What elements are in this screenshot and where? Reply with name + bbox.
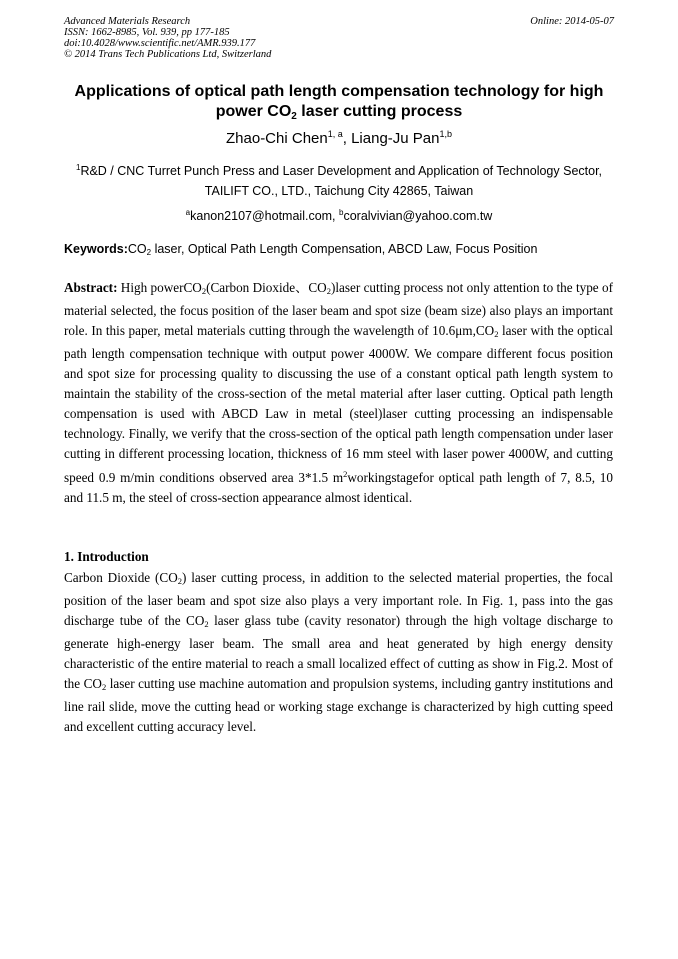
- issn-line: ISSN: 1662-8985, Vol. 939, pp 177-185: [64, 27, 230, 38]
- abstract-text-2: (Carbon Dioxide、CO: [206, 280, 327, 295]
- doi-line: doi:10.4028/www.scientific.net/AMR.939.177: [64, 38, 256, 49]
- intro-sub-3: 2: [101, 682, 107, 692]
- abstract-sub-3: 2: [494, 329, 499, 339]
- abstract-sup-1: 2: [343, 469, 348, 479]
- email-a[interactable]: kanon2107@hotmail.com,: [190, 209, 340, 223]
- abstract-text-4: laser with the optical path length compensation technique with output power 4000W. We compare different focus position and spot size for processing quality to discussing the use of a constant optical path length system to maintain the stability of the cross-section of the metal material after laser cutting. Optical path length compensation is used with ABCD Law in metal (steel)laser cutting processing an indispensable technology. Finally, we verify that the cross-section of the optical path length compensation under laser cutting in different processing location, thickness of 16 mm steel with laser power 4000W, and cutting speed 0.9 m/min conditions observed area 3*1.5 m: [64, 323, 613, 485]
- abstract-sub-1: 2: [201, 286, 207, 296]
- copyright-line: © 2014 Trans Tech Publications Ltd, Switzerland: [64, 49, 272, 60]
- section-heading-introduction: 1. Introduction: [64, 549, 149, 564]
- intro-sub-2: 2: [204, 619, 209, 629]
- title-text-1: Applications of optical path length compensation technology for high power CO: [74, 83, 604, 120]
- affiliation: [50, 158, 628, 226]
- email-b-marker: b: [339, 208, 344, 217]
- author-list: [50, 124, 628, 149]
- affiliation-text-1: R&D / CNC Turret Punch Press and Laser Development and Application of Technology Sector,: [80, 164, 603, 178]
- paper-title: [50, 82, 628, 127]
- keywords-text-2: laser, Optical Path Length Compensation, ABCD Law, Focus Position: [151, 242, 538, 256]
- abstract-sub-2: 2: [326, 286, 331, 296]
- title-subscript: 2: [291, 111, 297, 122]
- email-line: [50, 203, 628, 226]
- abstract-text-3: )laser cutting process not only attention to the type of material selected, the focus position of the laser beam and spot size (beam size) also plays an important role. In this paper, metal materials cutting through the wavelength of 10.6μm,CO: [64, 280, 613, 338]
- abstract: [64, 278, 613, 508]
- author-2-affil: 1,b: [439, 129, 452, 139]
- title-text-2: laser cutting process: [296, 103, 463, 120]
- affiliation-number: 1: [75, 163, 81, 172]
- intro-text-1: Carbon Dioxide (CO: [64, 570, 178, 585]
- keywords-subscript: 2: [146, 248, 152, 257]
- author-separator: ,: [342, 130, 352, 147]
- keywords: [64, 240, 624, 262]
- abstract-text-5: workingstagefor optical path length of 7, 8.5, 10 and 11.5 m, the steel of cross-section appearance almost identical.: [64, 470, 613, 505]
- abstract-text-1: High powerCO: [117, 280, 202, 295]
- introduction-paragraph: [64, 568, 613, 737]
- intro-text-3: laser glass tube (cavity resonator) through the high voltage discharge to generate high-energy laser beam. The small area and heat generated by high energy density characteristic of the entire material to reach a small localized effect of cutting as show in Fig.2. Most of the CO: [64, 613, 613, 691]
- keywords-text-1: CO: [127, 242, 147, 256]
- author-1: Zhao-Chi Chen: [226, 130, 328, 147]
- intro-text-4: laser cutting use machine automation and propulsion systems, including gantry institutions and line rail slide, move the cutting head or working stage exchange is characterized by high cutting speed and excellent cutting accuracy level.: [64, 676, 613, 734]
- author-2: Liang-Ju Pan: [351, 130, 440, 147]
- email-b[interactable]: coralvivian@yahoo.com.tw: [343, 209, 493, 223]
- author-1-affil: 1, a: [327, 129, 343, 139]
- journal-header: [64, 16, 271, 60]
- affiliation-line-2: TAILIFT CO., LTD., Taichung City 42865, Taiwan: [204, 184, 474, 198]
- online-date: Online: 2014-05-07: [530, 16, 614, 27]
- abstract-label: Abstract:: [64, 280, 118, 295]
- keywords-label: Keywords:: [64, 242, 128, 256]
- intro-sub-1: 2: [177, 576, 182, 586]
- journal-name: Advanced Materials Research: [64, 16, 191, 27]
- affiliation-line-1: [50, 158, 628, 181]
- intro-text-2: ) laser cutting process, in addition to the selected material properties, the focal position of the laser beam and spot size also plays a very important role. In Fig. 1, pass into the gas discharge tube of the CO: [64, 570, 613, 628]
- email-a-marker: a: [185, 208, 191, 217]
